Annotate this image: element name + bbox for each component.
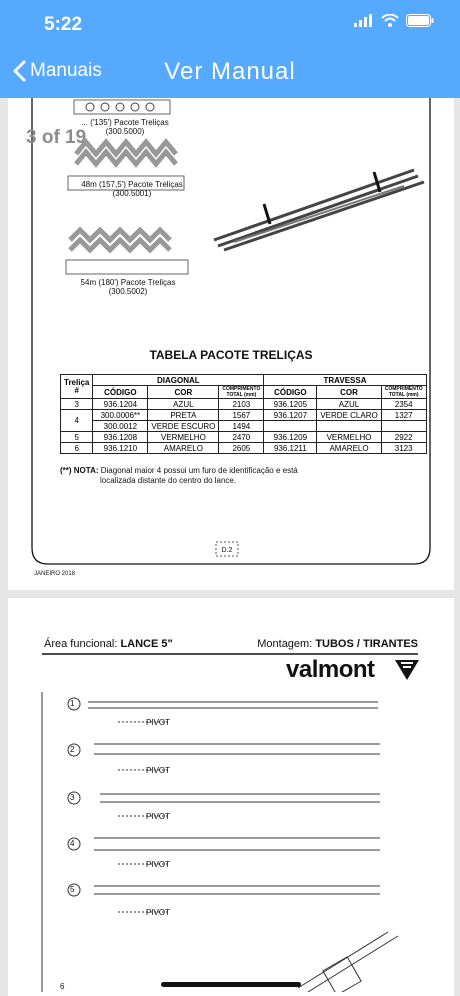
step-6: 6 [60,982,65,991]
truss-bundle-drawing [204,162,434,252]
table-row: 3 936.1204 AZUL 2103 936.1205 AZUL 2354 [61,399,427,410]
step-5: 5 [70,885,75,894]
col-travessa: TRAVESSA [264,375,426,386]
back-label: Manuais [30,60,102,81]
col-diag-comprimento: COMPRIMENTO TOTAL (mm) [219,386,264,399]
navigation-bar [0,0,460,98]
col-trelica: Treliça # [61,375,93,399]
status-time: 5:22 [44,14,83,35]
col-trav-comprimento: COMPRIMENTO TOTAL (mm) [381,386,426,399]
area-header: Área funcional: LANCE 5" [44,638,173,650]
manual-page-3 [8,98,454,590]
page-counter: 3 of 19 [26,127,87,148]
status-icons [354,14,434,27]
tubes-assembly-drawing [8,692,454,992]
pivot-label-4: PIVOT [146,860,171,869]
footer-date: JANEIRO 2018 [34,571,76,577]
signal-icon [354,14,374,27]
pkg-mid-caption: 48m (157,5') Pacote Treliças (300.5001) [81,180,183,198]
pkg-top-caption: ... ('135') Pacote Treliças (300.5000) [81,118,169,136]
home-indicator[interactable] [161,982,301,987]
step-3: 3 [70,793,75,802]
pivot-label-5: PIVOT [146,908,171,917]
table-row: 6 936.1210 AMARELO 2605 936.1211 AMARELO 3123 [61,443,427,454]
col-diag-cor: COR [148,386,219,399]
step-4: 4 [70,839,75,848]
col-diagonal: DIAGONAL [93,375,264,386]
col-trav-cor: COR [317,386,381,399]
page-code: D.2 [221,547,233,554]
montagem-header: Montagem: TUBOS / TIRANTES [257,638,418,650]
table-row: 5 936.1208 VERMELHO 2470 936.1209 VERMELHO 2922 [61,432,427,443]
screen-title: Ver Manual [164,58,296,85]
step-2: 2 [70,745,75,754]
table-note: (**) NOTA: Diagonal maior 4 possui um furo de identificação e está localizada distante do centro do lance. [60,466,298,485]
pivot-label-1: PIVOT [146,718,171,727]
header-rule [8,652,454,656]
col-diag-codigo: CÓDIGO [93,386,148,399]
table-title: TABELA PACOTE TRELIÇAS [149,348,313,362]
table-row: 300.0012 VERDE ESCURO 1494 [61,421,427,432]
truss-package-table [60,374,427,454]
pivot-label-2: PIVOT [146,766,171,775]
valmont-mark-icon [393,658,421,682]
truss-package-bottom-drawing [64,226,194,276]
table-row: 4 300.0006** PRETA 1567 936.1207 VERDE CLARO 1327 [61,410,427,421]
wifi-icon [381,14,399,27]
valmont-logo: valmont [286,656,375,683]
manual-page-4 [8,598,454,996]
step-1: 1 [70,699,75,708]
pkg-bot-caption: 54m (180') Pacote Treliças (300.5002) [80,278,176,296]
col-trav-codigo: CÓDIGO [264,386,317,399]
battery-icon [406,14,434,27]
pivot-label-3: PIVOT [146,812,171,821]
